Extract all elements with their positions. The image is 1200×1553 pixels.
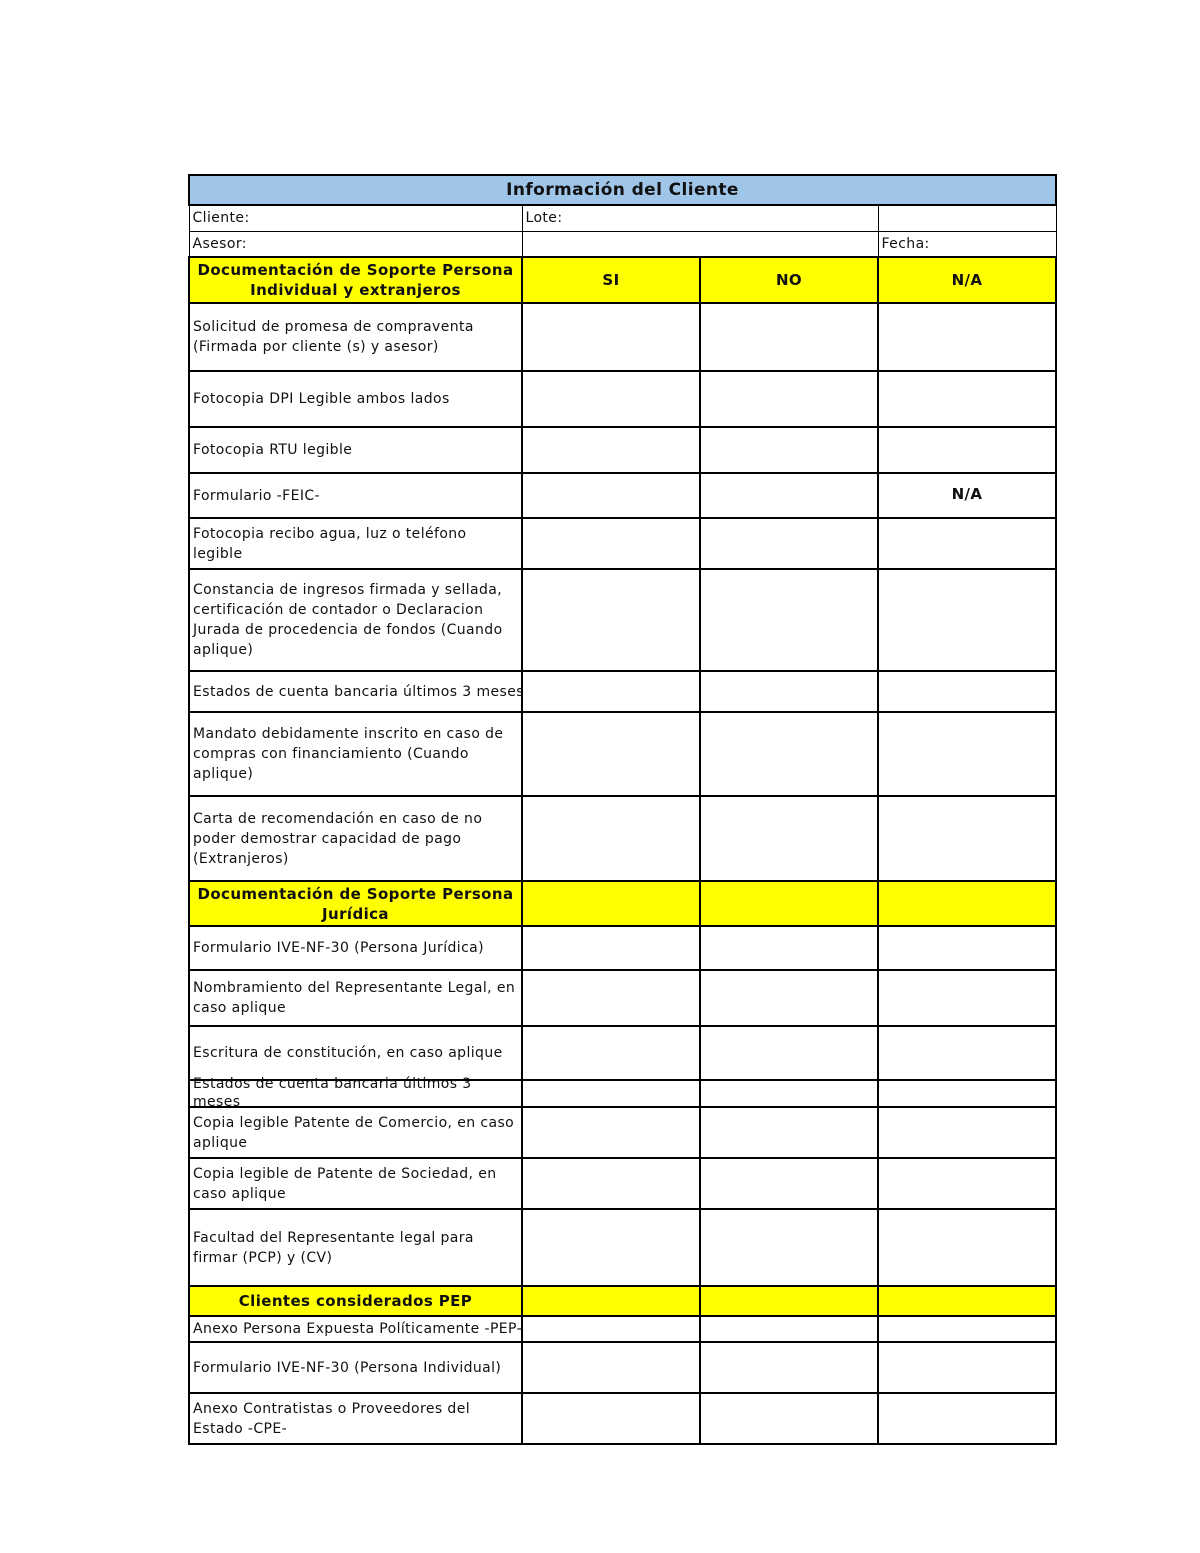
si-cell[interactable] [522, 712, 700, 796]
section2-header-row [189, 881, 1056, 926]
na-cell[interactable] [878, 371, 1056, 427]
table-row [189, 1107, 1056, 1158]
table-row [189, 569, 1056, 671]
row-label: Fotocopia RTU legible [189, 427, 522, 473]
column-na-header: N/A [878, 257, 1056, 303]
cliente-field[interactable]: Cliente: [189, 205, 522, 231]
asesor-row [189, 231, 1056, 257]
row-label: Formulario -FEIC- [189, 473, 522, 518]
table-row [189, 796, 1056, 881]
na-cell[interactable] [878, 712, 1056, 796]
section2-title: Documentación de Soporte Persona Jurídica [189, 881, 522, 926]
si-cell[interactable] [522, 427, 700, 473]
row-label: Estados de cuenta bancaria últimos 3 meses [189, 671, 522, 712]
si-cell[interactable] [522, 1158, 700, 1209]
no-cell[interactable] [700, 926, 878, 970]
row-label: Constancia de ingresos firmada y sellada, certificación de contador o Declaracion Jurada de procedencia de fondos (Cuando aplique) [189, 569, 522, 671]
no-cell[interactable] [700, 1158, 878, 1209]
si-cell[interactable] [522, 518, 700, 569]
row-label: Nombramiento del Representante Legal, en caso aplique [189, 970, 522, 1026]
row-label [189, 1076, 522, 1110]
table-row [189, 1316, 1056, 1342]
si-cell[interactable] [522, 671, 700, 712]
table-row [189, 970, 1056, 1026]
row-label: Formulario IVE-NF-30 (Persona Jurídica) [189, 926, 522, 970]
na-cell[interactable] [878, 1080, 1056, 1107]
no-cell[interactable] [700, 1316, 878, 1342]
row-label: Carta de recomendación en caso de no poder demostrar capacidad de pago (Extranjeros) [189, 796, 522, 881]
si-cell[interactable] [522, 1026, 700, 1080]
na-cell[interactable] [878, 796, 1056, 881]
table-row [189, 1026, 1056, 1080]
no-cell[interactable] [700, 671, 878, 712]
no-cell[interactable] [700, 518, 878, 569]
cliente-row [189, 205, 1056, 231]
no-cell[interactable] [700, 473, 878, 518]
si-cell[interactable] [522, 1107, 700, 1158]
si-cell[interactable] [522, 796, 700, 881]
row-label-text: Estados de cuenta bancaria últimos 3 meses [193, 1076, 472, 1110]
column-si-header: SI [522, 257, 700, 303]
no-cell[interactable] [700, 569, 878, 671]
no-cell[interactable] [700, 371, 878, 427]
lote-field[interactable]: Lote: [522, 205, 878, 231]
row-label: Anexo Persona Expuesta Políticamente -PEP- [189, 1316, 522, 1342]
fecha-field[interactable]: Fecha: [878, 231, 1056, 257]
row-label: Copia legible de Patente de Sociedad, en caso aplique [189, 1158, 522, 1209]
table-row [189, 1342, 1056, 1393]
row-label: Escritura de constitución, en caso aplique [189, 1026, 522, 1080]
row-label: Fotocopia DPI Legible ambos lados [189, 371, 522, 427]
row-label: Copia legible Patente de Comercio, en caso aplique [189, 1107, 522, 1158]
table-row [189, 427, 1056, 473]
na-cell[interactable]: N/A [878, 473, 1056, 518]
si-cell[interactable] [522, 569, 700, 671]
si-cell[interactable] [522, 473, 700, 518]
na-cell[interactable] [878, 569, 1056, 671]
table-row [189, 1080, 1056, 1107]
table-row [189, 1209, 1056, 1286]
asesor-field[interactable]: Asesor: [189, 231, 522, 257]
table-row [189, 1158, 1056, 1209]
no-cell[interactable] [700, 796, 878, 881]
si-cell[interactable] [522, 970, 700, 1026]
table-row [189, 518, 1056, 569]
no-cell[interactable] [700, 1080, 878, 1107]
si-cell[interactable] [522, 1316, 700, 1342]
si-cell[interactable] [522, 1342, 700, 1393]
no-cell[interactable] [700, 1393, 878, 1444]
table-row [189, 712, 1056, 796]
si-cell[interactable] [522, 1393, 700, 1444]
row-label: Solicitud de promesa de compraventa (Firmada por cliente (s) y asesor) [189, 303, 522, 371]
row-label: Facultad del Representante legal para firmar (PCP) y (CV) [189, 1209, 522, 1286]
table-row [189, 371, 1056, 427]
si-cell[interactable] [522, 371, 700, 427]
title-row [189, 175, 1056, 205]
no-cell[interactable] [700, 303, 878, 371]
na-cell[interactable] [878, 1158, 1056, 1209]
section1-header-row [189, 257, 1056, 303]
no-cell[interactable] [700, 1342, 878, 1393]
section3-title: Clientes considerados PEP [189, 1286, 522, 1316]
si-cell[interactable] [522, 926, 700, 970]
no-cell[interactable] [700, 1209, 878, 1286]
no-cell[interactable] [700, 1026, 878, 1080]
no-cell[interactable] [700, 970, 878, 1026]
na-cell[interactable] [878, 671, 1056, 712]
table-row [189, 1393, 1056, 1444]
na-cell[interactable] [878, 303, 1056, 371]
table-row [189, 303, 1056, 371]
section1-title: Documentación de Soporte Persona Individual y extranjeros [189, 257, 522, 303]
section3-header-row [189, 1286, 1056, 1316]
na-cell[interactable] [878, 1209, 1056, 1286]
na-cell[interactable] [878, 427, 1056, 473]
na-cell[interactable] [878, 1316, 1056, 1342]
si-cell[interactable] [522, 1209, 700, 1286]
table-row [189, 473, 1056, 518]
row-label: Formulario IVE-NF-30 (Persona Individual) [189, 1342, 522, 1393]
si-cell[interactable] [522, 303, 700, 371]
row-label: Mandato debidamente inscrito en caso de compras con financiamiento (Cuando aplique) [189, 712, 522, 796]
no-cell[interactable] [700, 712, 878, 796]
na-cell[interactable] [878, 1107, 1056, 1158]
lote-extra-field[interactable] [878, 205, 1056, 231]
asesor-value-field[interactable] [522, 231, 878, 257]
na-cell[interactable] [878, 1026, 1056, 1080]
table-row [189, 671, 1056, 712]
row-label: Anexo Contratistas o Proveedores del Estado -CPE- [189, 1393, 522, 1444]
no-cell[interactable] [700, 1107, 878, 1158]
row-label: Fotocopia recibo agua, luz o teléfono legible [189, 518, 522, 569]
na-cell[interactable] [878, 970, 1056, 1026]
na-cell[interactable] [878, 1393, 1056, 1444]
si-cell[interactable] [522, 1080, 700, 1107]
form-title: Información del Cliente [189, 175, 1056, 205]
no-cell[interactable] [700, 427, 878, 473]
na-cell[interactable] [878, 518, 1056, 569]
column-no-header: NO [700, 257, 878, 303]
na-cell[interactable] [878, 926, 1056, 970]
client-info-checklist [188, 174, 1057, 1445]
na-cell[interactable] [878, 1342, 1056, 1393]
table-row [189, 926, 1056, 970]
